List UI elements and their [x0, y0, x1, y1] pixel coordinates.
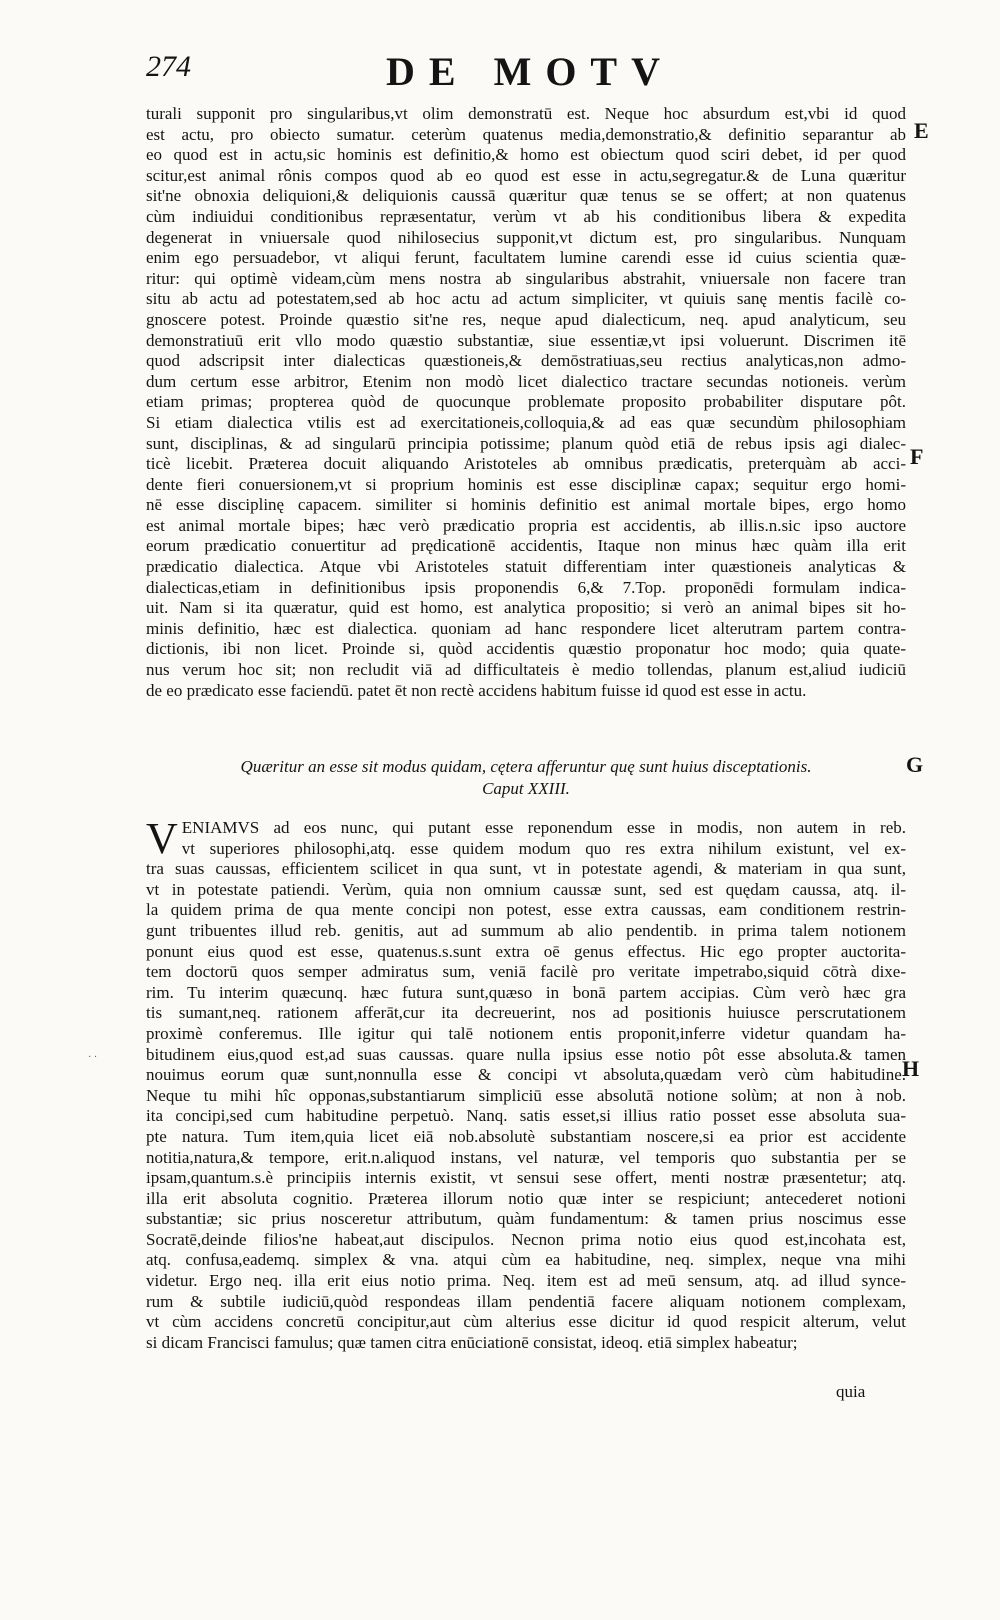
- margin-letter-e: E: [914, 118, 929, 143]
- text-line: tem doctorū quos semper admiratus sum, veniā facilè pro veritate impetrabo,siquid cōtrà dixe-: [146, 962, 906, 982]
- text-line: la quidem prima de qua mente concipi non potest, esse extra caussas, eam conditionem restrin-: [146, 900, 906, 920]
- text-line: atq. confusa,eademq. simplex & vna. atqui cùm ea habitudine, neq. simplex, neque vna mihi: [146, 1250, 906, 1270]
- text-line: nē esse disciplinę capacem. similiter si hominis definitio est animal mortale bipes, ergo homo: [146, 495, 906, 515]
- catchword: quia: [836, 1382, 866, 1401]
- text-line: Si etiam dialectica vtilis est ad exercitationeis,colloquia,& ad eas quæ secundùm philosophiam: [146, 412, 906, 432]
- page-number: 274: [146, 50, 191, 83]
- text-line: Socratē,deinde filios'ne habeat,aut discipulos. Necnon prima notio eius quod est,incohata est,: [146, 1229, 906, 1249]
- running-head: DE MOTV: [386, 49, 674, 94]
- text-line: vt cùm accidens concretū concipitur,aut cùm alterius esse dicitur id quod respicit alterum, velut: [146, 1312, 906, 1332]
- text-line: demonstratiuū erit vllo modo quæstio substantiæ, siue essentiæ,vt ipsi voluerunt. Discrimen itē: [146, 330, 906, 350]
- margin-letter-h: H: [902, 1056, 920, 1081]
- text-line: rim. Tu interim quæcunq. hæc futura sunt,quæso in bonā partem accipias. Cùm verò hæc gra: [146, 982, 906, 1002]
- paragraph-2: [146, 814, 906, 1353]
- ink-specks: · ·: [88, 1052, 98, 1063]
- text-line: quod adscripsit inter dialecticas quæstioneis,& demōstratiuas,seu rectius analyticas,non admo-: [146, 351, 906, 371]
- text-line: scitur,est animal rônis compos quod ab eo quod est esse in actu,segregatur.& de Luna quæritur: [146, 165, 906, 185]
- text-line: est animal mortale bipes; hæc verò prædicatio propria est accidentis, ab illis.n.sic ipso auctore: [146, 515, 906, 535]
- paragraph-1: [146, 104, 906, 701]
- text-line: gnoscere potest. Proinde quæstio sit'ne res, neque apud dialecticum, neq. apud analyticum, seu: [146, 309, 906, 329]
- text-line: degenerat in vniuersale quod nihilosecius supponit,vt dictum est, pro singularibus. Nunquam: [146, 227, 906, 247]
- text-line: ipsam,quantum.s.è principiis internis existit, vt sensui sese offert, menti nostræ præsentetur; atq.: [146, 1168, 906, 1188]
- text-line: pte natura. Tum item,quia licet eiā nob.absolutè substantiam noscere,si ea prior est accidente: [146, 1126, 906, 1146]
- text-line: bitudinem eius,quod est,ad suas caussas. quare nulla ipsius esse notio pôt esse absoluta.& tamen: [146, 1044, 906, 1064]
- text-line: sit'ne obnoxia deliquioni,& deliquionis caussā quæritur quæ tenus se se offert; at non quatenus: [146, 186, 906, 206]
- text-line: videtur. Ergo neq. illa erit eius notio prima. Neq. item est ad meū sensum, atq. ad illud synce-: [146, 1271, 906, 1291]
- text-line: gunt tribuentes illud reb. genitis, aut ad summum ab alio pendentib. in prima talem notionem: [146, 920, 906, 940]
- text-line: cùm indiuidui conditionibus repræsentatur, verùm vt ab his conditionibus libera & expedita: [146, 206, 906, 226]
- chapter-number: Caput XXIII.: [482, 779, 570, 798]
- text-line: uit. Nam si ita quæratur, quid est homo, est analytica propositio; si verò an animal bipes sit ho-: [146, 598, 906, 618]
- text-line: tis sumant,neq. rationem afferāt,cur ita decreuerint, nos ad positionis huiusce perscrutationem: [146, 1003, 906, 1023]
- text-line: ita concipi,sed cum habitudine perpetuò. Nanq. satis esset,si illius ratio posset esse absoluta sua-: [146, 1106, 906, 1126]
- text-line: eo quod est in actu,sic hominis est definitio,& homo est obiectum quod sciri debet, id per quod: [146, 145, 906, 165]
- text-line: tra suas caussas, efficientem scilicet in qua sunt, vt in potestate agendi, & materiam in qua sunt,: [146, 859, 906, 879]
- text-line: sunt, disciplinas, & ad singularū principia potissime; planum quòd etiā de rebus ipsis agi dialec-: [146, 433, 906, 453]
- text-line: eorum prædicatio conuertitur ad prędicationē accidentis, Itaque non minus hæc quàm illa erit: [146, 536, 906, 556]
- text-line: dialecticas,etiam in definitionibus ipsis proponendis 6,& 7.Top. proponēdi formulam indica-: [146, 577, 906, 597]
- text-line: est actu, pro obiecto sumatur. ceterùm quatenus media,demonstratio,& definitio separantur ab: [146, 124, 906, 144]
- text-line: enim ego persuadebor, vt aliqui ferunt, facultatem lumine carendi esse id cuius scientia quæ-: [146, 248, 906, 268]
- text-line: dente fieri conuersionem,vt si proprium hominis est esse disciplinæ capax; sequitur ergo homi-: [146, 474, 906, 494]
- text-line: rum & subtile iudiciū,quòd respondeas illam pendentiā facere aliquam notionem complexam,: [146, 1291, 906, 1311]
- margin-letter-f: F: [910, 444, 924, 469]
- text-line: de eo prædicato esse faciendū. patet ēt non rectè accidens habitum fuisse id quod est esse in actu.: [146, 680, 807, 700]
- text-line: proximè conferemus. Ille igitur qui talē notionem entis proponit,inferre videtur quandam ha-: [146, 1023, 906, 1043]
- text-line: ritur: qui optimè videam,cùm mens nostra ab singularibus abstrahit, vniuersale non facere tran: [146, 268, 906, 288]
- text-line: dum certum esse arbitror, Etenim non modò licet dialectico tractare secundas notioneis. verùm: [146, 371, 906, 391]
- text-line: situ ab actu ad potestatem,sed ab hoc actu ad actum simpliciter, vt quiuis sanę mentis facilè co-: [146, 289, 906, 309]
- text-line: vt superiores philosophi,atq. esse quidem modum quo res extra nihilum existunt, vel ex-: [181, 838, 906, 858]
- text-line: turali supponit pro singularibus,vt olim demonstratū est. Neque hoc absurdum est,vbi id quod: [146, 104, 906, 123]
- text-line: ticè licebit. Præterea docuit aliquando Aristoteles ab omnibus prædicatis, preterquàm ab acci-: [146, 454, 906, 474]
- text-line: vt in potestate patiendi. Verùm, quia non omnium caussæ sunt, sed est quędam caussa, atq. il-: [146, 879, 906, 899]
- text-line: etiam primas; propterea quòd de quocunque problemate proposito probabiliter disputare pôt.: [146, 392, 906, 412]
- margin-letter-g: G: [906, 752, 924, 777]
- drop-cap: V: [146, 814, 178, 863]
- text-line: ponunt eius quod est esse, quatenus.s.sunt extra oē genus effectus. Hic ego propter auctorita-: [146, 941, 906, 961]
- text-line: ENIAMVS ad eos nunc, qui putant esse reponendum esse in modis, non autem in reb.: [181, 818, 906, 837]
- text-line: notitia,natura,& tempore, erit.n.aliquod instans, vel naturæ, vel temporis quo substantia per se: [146, 1147, 906, 1167]
- text-line: Neque tu mihi hîc opponas,substantiarum simpliciū esse absolutā notione solùm; at non à nob.: [146, 1085, 906, 1105]
- text-line: illa erit absoluta cognitio. Præterea illorum notio quæ inter se respiciunt; antecederet notioni: [146, 1188, 906, 1208]
- text-line: minis definitio, hæc est dialectica. quoniam ad hanc respondere licet alterutram partem contra-: [146, 618, 906, 638]
- text-line: prædicatio dialectica. Atque vbi Aristoteles statuit differentiam inter quæstioneis analyticas &: [146, 557, 906, 577]
- text-line: nouimus eorum quæ sunt,nonnulla esse & concipi vt absoluta,quædam verò cùm habitudine.: [146, 1065, 906, 1085]
- chapter-title: Quæritur an esse sit modus quidam, cętera afferuntur quę sunt huius disceptationis.: [240, 757, 812, 776]
- text-line: nus verum hoc sit; non recludit viā ad difficultateis è medio tollendas, planum est,aliud iudiciū: [146, 660, 906, 680]
- page-header: [146, 48, 906, 98]
- text-line: si dicam Francisci famulus; quæ tamen citra enūciationē consistat, ideoq. etiā simplex habeatur;: [146, 1332, 798, 1352]
- text-line: substantiæ; sic prius nosceretur attributum, quàm fundamentum: & tamen prius noscimus esse: [146, 1209, 906, 1229]
- text-line: dictionis, ibi non licet. Proinde si, quòd accidentis quæstio proponatur hoc modo; quia quate-: [146, 639, 906, 659]
- chapter-heading: [146, 756, 906, 800]
